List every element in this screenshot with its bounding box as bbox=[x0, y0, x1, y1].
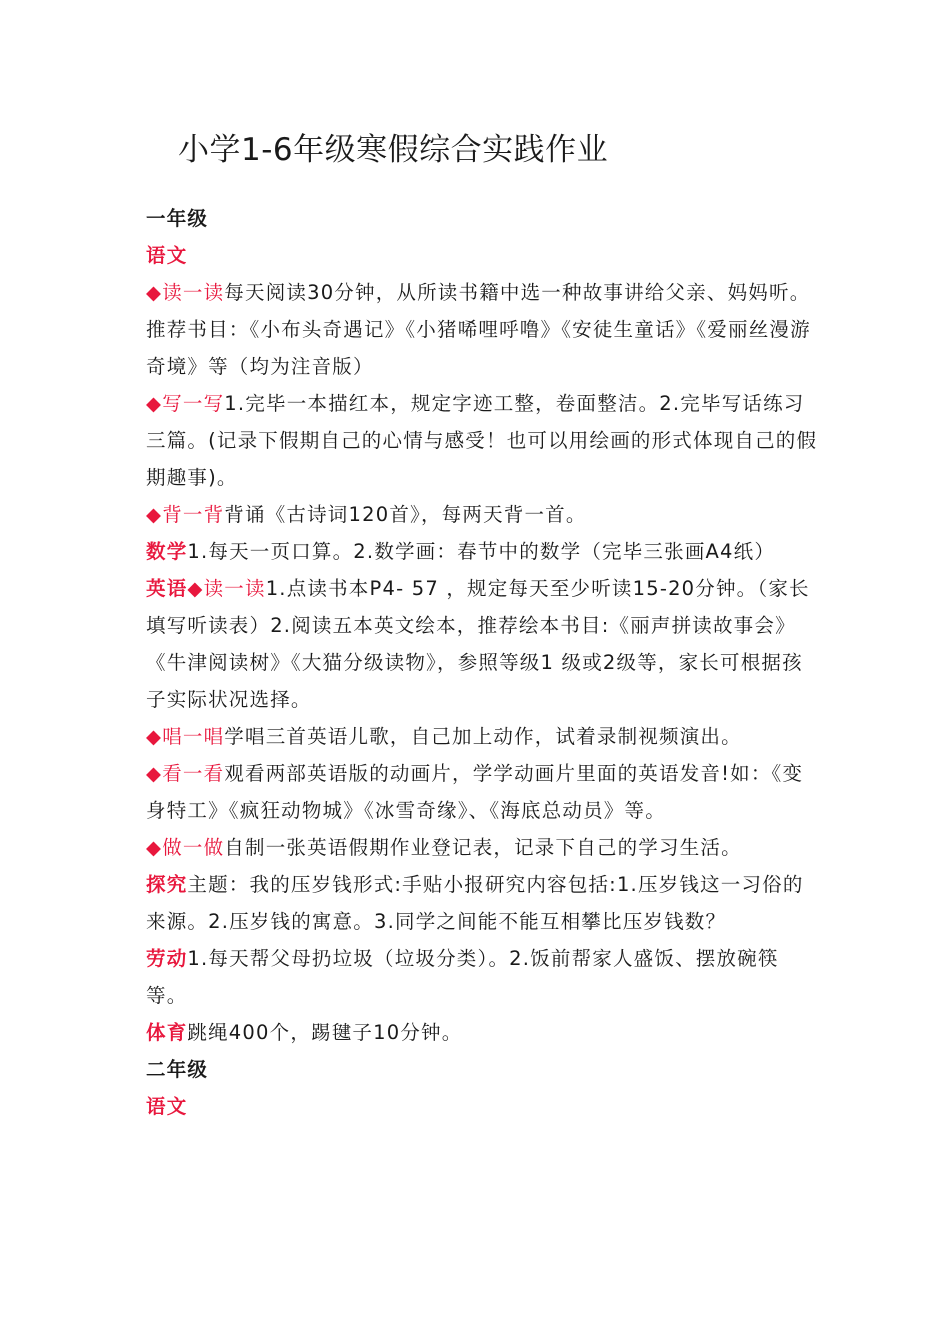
grade1-chinese-recite-paragraph bbox=[146, 496, 818, 533]
labor-text: 1.每天帮父母扔垃圾（垃圾分类）。2.饭前帮家人盛饭、摆放碗筷等。 bbox=[146, 947, 779, 1007]
grade1-explore-paragraph bbox=[146, 866, 818, 940]
labor-label: 劳动 bbox=[146, 947, 188, 970]
make-marker: ◆做一做 bbox=[146, 836, 225, 859]
read-marker: ◆读一读 bbox=[146, 281, 225, 304]
read-text: 每天阅读30分钟，从所读书籍中选一种故事讲给父亲、妈妈听。推荐书目：《小布头奇遇记》《小猪唏哩呼噜》《安徒生童话》《爱丽丝漫游奇境》等（均为注音版） bbox=[146, 281, 811, 378]
sing-text: 学唱三首英语儿歌，自己加上动作，试着录制视频演出。 bbox=[224, 725, 742, 748]
math-text: 1.每天一页口算。2.数学画：春节中的数学（完毕三张画A4纸） bbox=[187, 540, 776, 563]
english-read-text: 1.点读书本P4- 57 ，规定每天至少听读15-20分钟。（家长填写听读表）2.阅读五本英文绘本，推荐绘本书目:《丽声拼读故事会》《牛津阅读树》《大猫分级读物》，参照等级1 级或2级等，家长可根据孩子实际状况选择。 bbox=[146, 577, 810, 711]
explore-label: 探究 bbox=[146, 873, 188, 896]
grade1-heading: 一年级 bbox=[146, 207, 209, 230]
grade1-english-sing-paragraph bbox=[146, 718, 818, 755]
grade1-english-make-paragraph bbox=[146, 829, 818, 866]
math-label: 数学 bbox=[146, 540, 188, 563]
watch-marker: ◆看一看 bbox=[146, 762, 225, 785]
document-body bbox=[146, 200, 818, 1125]
grade1-math-paragraph bbox=[146, 533, 818, 570]
grade1-english-watch-paragraph bbox=[146, 755, 818, 829]
watch-text: 观看两部英语版的动画片，学学动画片里面的英语发音!如：《变身特工》《疯狂动物城》《冰雪奇缘》、《海底总动员》等。 bbox=[146, 762, 804, 822]
grade1-labor-paragraph bbox=[146, 940, 818, 1014]
grade1-chinese-read-paragraph bbox=[146, 274, 818, 385]
page-title: 小学1-6年级寒假综合实践作业 bbox=[178, 132, 609, 168]
grade2-heading: 二年级 bbox=[146, 1058, 209, 1081]
english-read-marker: ◆读一读 bbox=[187, 577, 266, 600]
make-text: 自制一张英语假期作业登记表，记录下自己的学习生活。 bbox=[224, 836, 742, 859]
grade1-chinese-label: 语文 bbox=[146, 244, 188, 267]
write-text: 1.完毕一本描红本，规定字迹工整，卷面整洁。2.完毕写话练习三篇。(记录下假期自己的心情与感受！也可以用绘画的形式体现自己的假期趣事)。 bbox=[146, 392, 818, 489]
explore-text: 主题：我的压岁钱形式:手贴小报研究内容包括:1.压岁钱这一习俗的来源。2.压岁钱的寓意。3.同学之间能不能互相攀比压岁钱数？ bbox=[146, 873, 804, 933]
pe-text: 跳绳400个，踢毽子10分钟。 bbox=[187, 1021, 463, 1044]
grade1-chinese-write-paragraph bbox=[146, 385, 818, 496]
grade1-english-read-paragraph bbox=[146, 570, 818, 718]
grade2-chinese-label: 语文 bbox=[146, 1095, 188, 1118]
recite-text: 背诵《古诗词120首》，每两天背一首。 bbox=[224, 503, 587, 526]
english-label: 英语 bbox=[146, 577, 188, 600]
pe-label: 体育 bbox=[146, 1021, 188, 1044]
sing-marker: ◆唱一唱 bbox=[146, 725, 225, 748]
write-marker: ◆写一写 bbox=[146, 392, 225, 415]
grade1-pe-paragraph bbox=[146, 1014, 818, 1051]
recite-marker: ◆背一背 bbox=[146, 503, 225, 526]
